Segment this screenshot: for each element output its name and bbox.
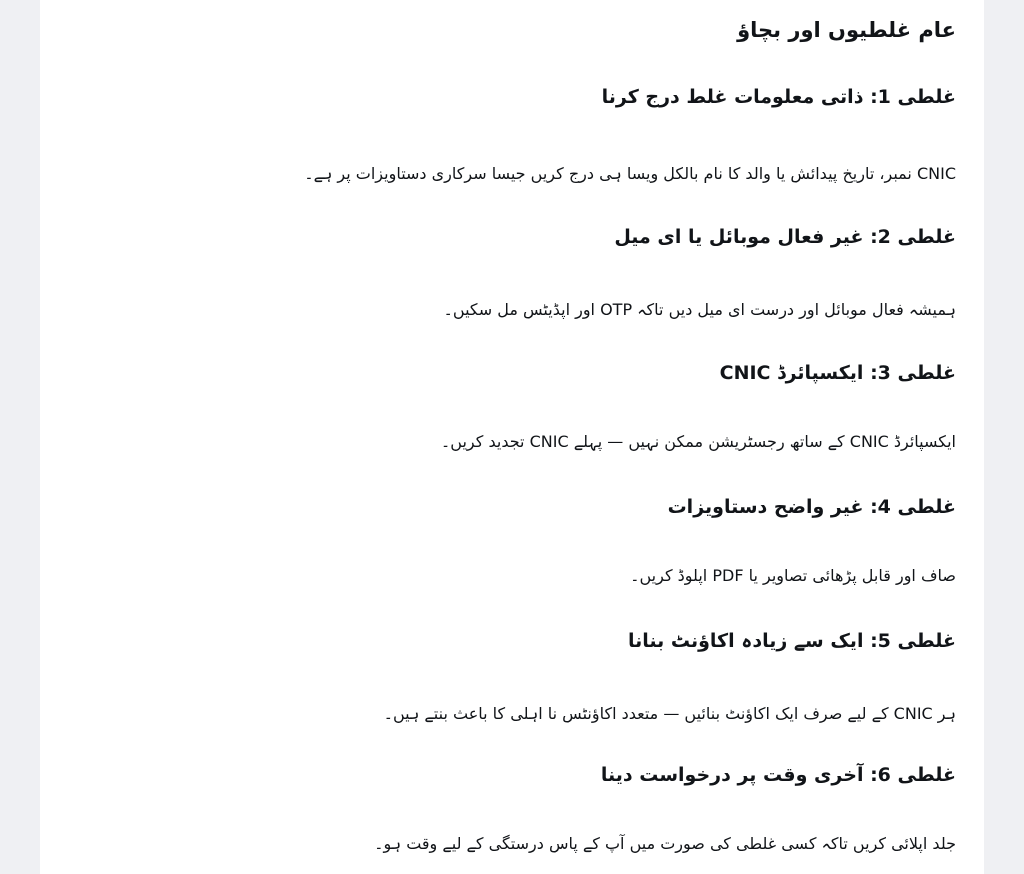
section-body-2: ہمیشہ فعال موبائل اور درست ای میل دیں تاکہ OTP اور اپڈیٹس مل سکیں۔: [443, 300, 956, 319]
section-heading-1: غلطی 1: ذاتی معلومات غلط درج کرنا: [601, 86, 956, 108]
document-page: [40, 0, 984, 874]
section-heading-5: غلطی 5: ایک سے زیادہ اکاؤنٹ بنانا: [627, 630, 956, 652]
page-title: عام غلطیوں اور بچاؤ: [737, 18, 956, 42]
section-body-3: ایکسپائرڈ CNIC کے ساتھ رجسٹریشن ممکن نہیں — پہلے CNIC تجدید کریں۔: [440, 432, 956, 451]
section-body-4: صاف اور قابل پڑھائی تصاویر یا PDF اپلوڈ کریں۔: [630, 566, 956, 585]
section-heading-4: غلطی 4: غیر واضح دستاویزات: [667, 496, 956, 518]
section-heading-2: غلطی 2: غیر فعال موبائل یا ای میل: [614, 226, 956, 248]
section-heading-6: غلطی 6: آخری وقت پر درخواست دینا: [600, 764, 956, 786]
section-body-1: CNIC نمبر، تاریخ پیدائش یا والد کا نام بالکل ویسا ہی درج کریں جیسا سرکاری دستاویزات پر ہے۔: [304, 164, 956, 183]
section-body-5: ہر CNIC کے لیے صرف ایک اکاؤنٹ بنائیں — متعدد اکاؤنٹس نا اہلی کا باعث بنتے ہیں۔: [383, 704, 956, 723]
section-heading-3: غلطی 3: ایکسپائرڈ CNIC: [719, 362, 956, 384]
section-body-6: جلد اپلائی کریں تاکہ کسی غلطی کی صورت میں آپ کے پاس درستگی کے لیے وقت ہو۔: [374, 834, 956, 853]
